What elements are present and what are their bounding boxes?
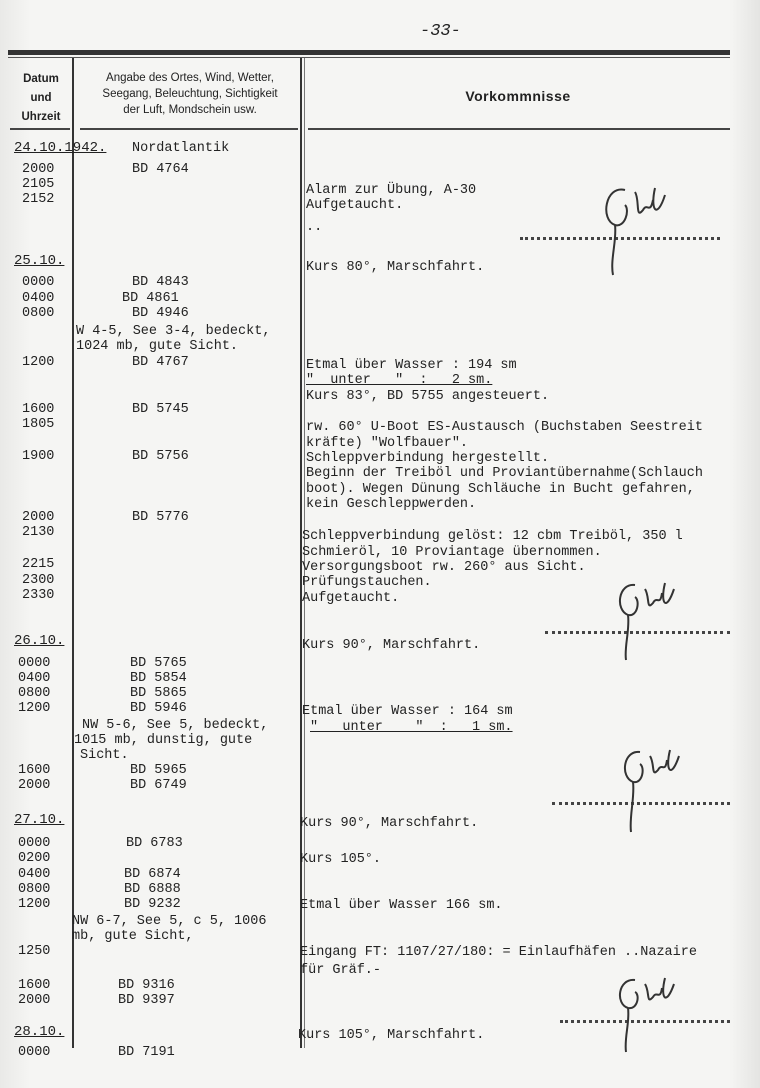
weather-cell: NW 6-7, See 5, c 5, 1006 <box>72 914 267 929</box>
location-cell: BD 9232 <box>124 897 181 912</box>
page-number: -33- <box>420 22 461 41</box>
location-cell: BD 9397 <box>118 993 175 1008</box>
header-rule-thick <box>8 50 730 55</box>
time-cell: 0200 <box>18 851 51 866</box>
location-cell: BD 6888 <box>124 882 181 897</box>
header-datum: Datum und Uhrzeit <box>21 73 61 123</box>
time-cell: 2130 <box>22 525 55 540</box>
location-cell: BD 5745 <box>132 402 189 417</box>
time-cell: 2000 <box>22 510 55 525</box>
time-cell: 2000 <box>22 162 55 177</box>
location-cell: BD 6874 <box>124 867 181 882</box>
location-cell: BD 9316 <box>118 978 175 993</box>
event-cell: " unter " : 1 sm. <box>310 720 513 735</box>
time-cell: 0000 <box>22 275 55 290</box>
weather-cell: 1015 mb, dunstig, gute <box>74 733 253 748</box>
event-cell: Kurs 90°, Marschfahrt. <box>302 638 481 653</box>
date-entry: 25.10. <box>14 253 65 269</box>
location-cell: BD 5865 <box>130 686 187 701</box>
date-entry: 24.10.1942. <box>14 140 107 156</box>
weather-cell: 1024 mb, gute Sicht. <box>76 339 239 354</box>
header-vorkommnisse: Vorkommnisse <box>465 88 571 104</box>
location-cell: BD 5776 <box>132 510 189 525</box>
signature-graef <box>610 575 680 665</box>
event-cell: .. <box>306 220 323 235</box>
date-entry: 26.10. <box>14 633 65 649</box>
event-cell: boot). Wegen Dünung Schläuche in Bucht gefahren, <box>306 482 695 497</box>
time-cell: 1600 <box>18 978 51 993</box>
time-cell: 1600 <box>18 763 51 778</box>
time-cell: 2152 <box>22 192 55 207</box>
time-cell: 0400 <box>22 291 55 306</box>
event-cell: Beginn der Treiböl und Proviantübernahme(Schlauch <box>306 466 703 481</box>
header-underline-1 <box>10 128 70 130</box>
location-cell: BD 4843 <box>132 275 189 290</box>
header-underline-3 <box>308 128 730 130</box>
column-divider-1 <box>72 58 74 1048</box>
event-cell: Aufgetaucht. <box>302 591 400 606</box>
time-cell: 0800 <box>18 686 51 701</box>
event-cell: Prüfungstauchen. <box>302 575 432 590</box>
location-cell: BD 5765 <box>130 656 187 671</box>
event-cell: für Gräf.- <box>300 963 382 978</box>
event-cell: Etmal über Wasser : 194 sm <box>306 358 517 373</box>
date-entry: 27.10. <box>14 812 65 828</box>
time-cell: 2000 <box>18 993 51 1008</box>
location-cell: BD 4764 <box>132 162 189 177</box>
event-cell: Etmal über Wasser 166 sm. <box>300 898 503 913</box>
time-cell: 2215 <box>22 557 55 572</box>
location-cell: BD 6783 <box>126 836 183 851</box>
event-cell: kräfte) "Wolfbauer". <box>306 436 469 451</box>
time-cell: 0000 <box>18 836 51 851</box>
location-cell: BD 6749 <box>130 778 187 793</box>
time-cell: 1200 <box>18 897 51 912</box>
time-cell: 1200 <box>18 701 51 716</box>
header-underline-2 <box>80 128 298 130</box>
event-cell: Kurs 83°, BD 5755 angesteuert. <box>306 389 550 404</box>
signature-graef <box>610 972 680 1057</box>
weather-cell: NW 5-6, See 5, bedeckt, <box>82 718 269 733</box>
time-cell: 0000 <box>18 1045 51 1060</box>
location-cell: BD 5756 <box>132 449 189 464</box>
event-cell: Eingang FT: 1107/27/180: = Einlaufhäfen ..Nazaire <box>300 945 697 960</box>
time-cell: 0800 <box>22 306 55 321</box>
time-cell: 1900 <box>22 449 55 464</box>
weather-cell: mb, gute Sicht, <box>72 929 194 944</box>
time-cell: 0400 <box>18 867 51 882</box>
event-cell: Schmieröl, 10 Proviantage übernommen. <box>302 545 602 560</box>
signature-graef <box>595 180 675 280</box>
time-cell: 2000 <box>18 778 51 793</box>
event-cell: Alarm zur Übung, A-30 <box>306 183 477 198</box>
location-cell: BD 4767 <box>132 355 189 370</box>
time-cell: 2105 <box>22 177 55 192</box>
date-entry: 28.10. <box>14 1024 65 1040</box>
location-cell: BD 5965 <box>130 763 187 778</box>
location-cell: BD 5854 <box>130 671 187 686</box>
location-cell: BD 4861 <box>122 291 179 306</box>
event-cell: rw. 60° U-Boot ES-Austausch (Buchstaben Seestreit <box>306 420 703 435</box>
event-cell: Schleppverbindung hergestellt. <box>306 451 550 466</box>
location-cell: Nordatlantik <box>132 141 230 156</box>
event-cell: Kurs 90°, Marschfahrt. <box>300 816 479 831</box>
time-cell: 1600 <box>22 402 55 417</box>
location-cell: BD 5946 <box>130 701 187 716</box>
signature-graef <box>615 742 685 837</box>
time-cell: 1200 <box>22 355 55 370</box>
weather-cell: Sicht. <box>80 748 129 763</box>
event-cell: Schleppverbindung gelöst: 12 cbm Treiböl, 350 l <box>302 529 683 544</box>
event-cell: Kurs 105°. <box>300 852 382 867</box>
event-cell: Kurs 105°, Marschfahrt. <box>298 1028 485 1043</box>
event-cell: Etmal über Wasser : 164 sm <box>302 704 513 719</box>
event-cell: kein Geschleppwerden. <box>306 497 477 512</box>
event-cell: Aufgetaucht. <box>306 198 404 213</box>
location-cell: BD 4946 <box>132 306 189 321</box>
time-cell: 2300 <box>22 573 55 588</box>
location-cell: BD 7191 <box>118 1045 175 1060</box>
time-cell: 0400 <box>18 671 51 686</box>
time-cell: 0000 <box>18 656 51 671</box>
event-cell: Versorgungsboot rw. 260° aus Sicht. <box>302 560 586 575</box>
time-cell: 2330 <box>22 588 55 603</box>
time-cell: 0800 <box>18 882 51 897</box>
weather-cell: W 4-5, See 3-4, bedeckt, <box>76 324 271 339</box>
header-rule-thin <box>8 57 730 58</box>
time-cell: 1805 <box>22 417 55 432</box>
header-angabe: Angabe des Ortes, Wind, Wetter, Seegang, Beleuchtung, Sichtigkeit der Luft, Mondschein usw. <box>102 72 278 116</box>
event-cell: " unter " : 2 sm. <box>306 373 493 388</box>
time-cell: 1250 <box>18 944 51 959</box>
event-cell: Kurs 80°, Marschfahrt. <box>306 260 485 275</box>
